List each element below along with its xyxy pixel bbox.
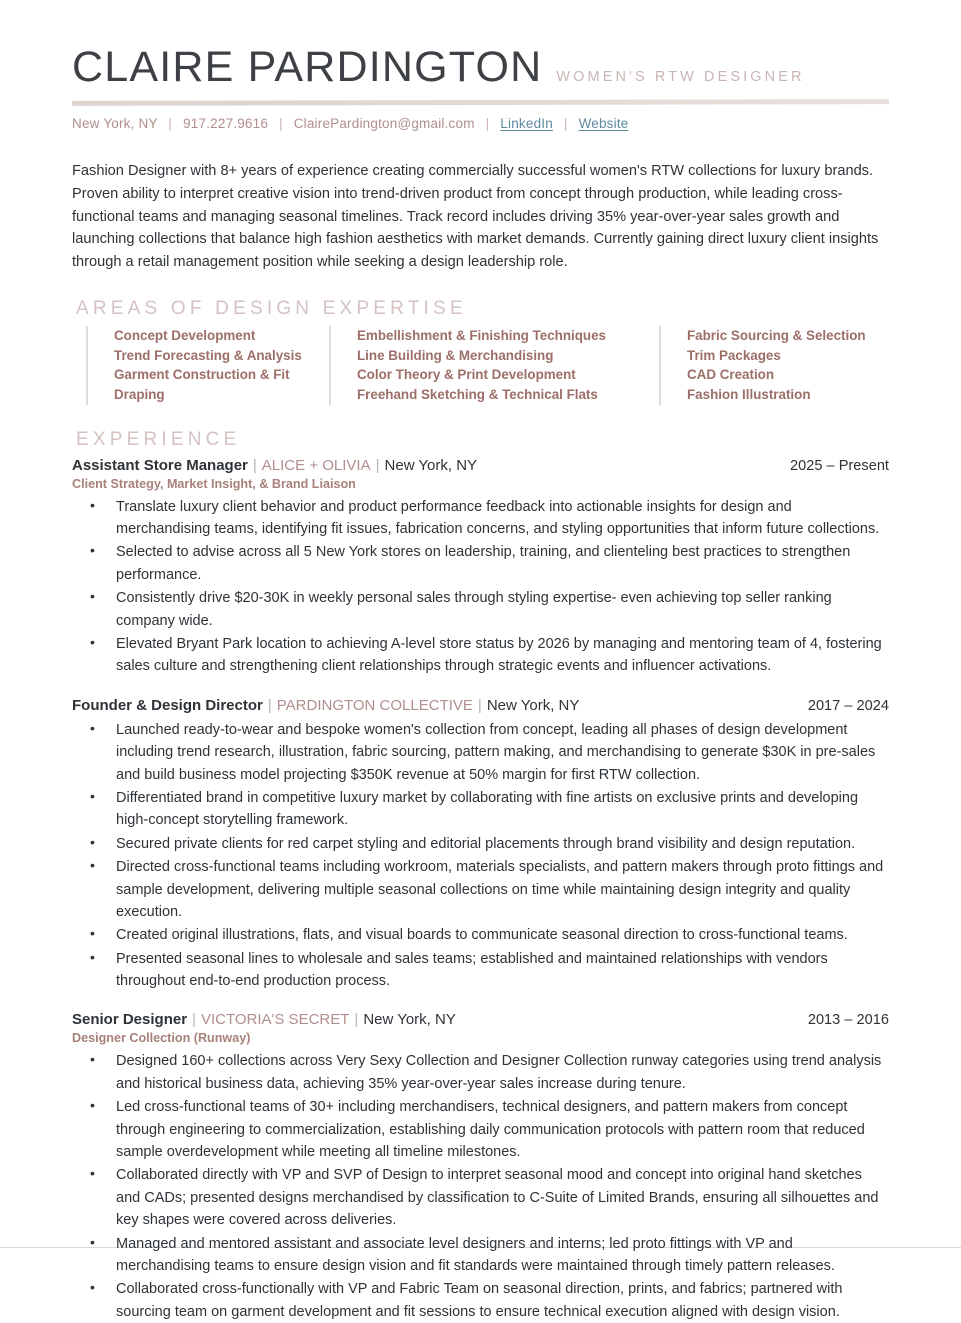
linkedin-link[interactable]: LinkedIn [500, 116, 553, 131]
job-location: New York, NY [486, 696, 580, 714]
job-title-line [72, 457, 477, 474]
job-divider: | [375, 456, 380, 474]
job-bullet: • Created original illustrations, flats, and visual boards to communicate seasonal direction to cross-functional teams. [114, 924, 889, 946]
contact-line [72, 116, 889, 131]
contact-location: New York, NY [72, 116, 158, 131]
skill-item: Concept Development [114, 327, 256, 343]
job-title-line [72, 697, 579, 714]
job-divider: | [267, 696, 272, 714]
expertise-section-title: AREAS OF DESIGN EXPERTISE [76, 297, 467, 319]
skill-item: Trend Forecasting & Analysis [114, 347, 302, 363]
job-title: Founder & Design Director [72, 696, 263, 714]
experience-entry [72, 697, 889, 993]
expertise-grid [72, 326, 889, 405]
experience-section-title: EXPERIENCE [76, 428, 241, 450]
skill-item: Fabric Sourcing & Selection [687, 327, 866, 343]
job-bullet: • Designed 160+ collections across Very Sexy Collection and Designer Collection runway categories using trend analysis and historical business data, achieving 35% year-over-year sales increase during tenure. [114, 1050, 889, 1095]
contact-separator: | [168, 116, 173, 131]
contact-phone[interactable]: 917.227.9616 [183, 116, 269, 131]
skill-item: Draping [114, 386, 165, 402]
job-bullet: • Collaborated directly with VP and SVP of Design to interpret seasonal mood and concept into original hand sketches and CADs; presented designs merchandised by classification to C-Suite of Limited Brands, ensuring all silhouettes and key shapes were covered across deliveries. [114, 1164, 889, 1231]
skill-item: Garment Construction & Fit [114, 367, 290, 383]
job-bullet-list [72, 496, 889, 678]
job-bullet: • Launched ready-to-wear and bespoke women's collection from concept, leading all phases of design development including trend research, illustration, fabric sourcing, pattern making, and merchandising to generate $30K in pre-sales and build business model projecting $350K revenue at 50% margin for first RTW collection. [114, 719, 889, 786]
job-title-line [72, 1011, 456, 1028]
job-divider: | [354, 1011, 359, 1029]
job-company: PARDINGTON COLLECTIVE [276, 696, 473, 714]
skill-item: Fashion Illustration [687, 386, 811, 402]
contact-separator: | [485, 116, 490, 131]
job-bullet: • Managed and mentored assistant and associate level designers and interns; led proto fittings with VP and merchandising teams to ensure design vision and fit standards were maintained through timely pattern releases. [114, 1233, 889, 1278]
job-bullet: • Secured private clients for red carpet styling and editorial placements through brand visibility and design reputation. [114, 833, 889, 855]
job-divider: | [477, 696, 482, 714]
job-header [72, 457, 889, 474]
job-bullet: • Differentiated brand in competitive luxury market by collaborating with fine artists on exclusive prints and developing high-concept storytelling framework. [114, 787, 889, 832]
skill-item: Color Theory & Print Development [357, 367, 576, 383]
job-dates: 2013 – 2016 [807, 1012, 889, 1029]
name-row [72, 43, 889, 91]
job-header [72, 1011, 889, 1028]
job-bullet: • Led cross-functional teams of 30+ including merchandisers, technical designers, and pattern makers from concept through engineering to commercialization, establishing daily communication protocols with pattern room that reduced sample overdevelopment while meeting all timeline milestones. [114, 1096, 889, 1163]
job-subtitle: Client Strategy, Market Insight, & Brand Liaison [72, 476, 356, 491]
job-bullet: • Presented seasonal lines to wholesale and sales teams; established and maintained relationships with vendors throughout end-to-end production process. [114, 948, 889, 993]
job-title: Assistant Store Manager [72, 456, 248, 474]
contact-email[interactable]: ClairePardington@gmail.com [293, 116, 475, 131]
expertise-column-1 [86, 326, 329, 405]
job-bullet-list [72, 719, 889, 993]
skill-item: Embellishment & Finishing Techniques [357, 327, 606, 343]
skill-item: Freehand Sketching & Technical Flats [357, 386, 598, 402]
job-header [72, 697, 889, 714]
skill-item: Line Building & Merchandising [357, 347, 554, 363]
job-title: Senior Designer [72, 1011, 188, 1029]
job-subtitle: Designer Collection (Runway) [72, 1031, 251, 1046]
resume-header [72, 0, 889, 131]
job-divider: | [252, 456, 257, 474]
experience-entry [72, 1011, 889, 1323]
job-divider: | [192, 1011, 196, 1029]
job-bullet: • Collaborated cross-functionally with VP and Fabric Team on seasonal direction, prints, and fabrics; partnered with sourcing team on garment development and fit sessions to ensure technical execution aligned with design vision. [114, 1278, 889, 1323]
job-bullet-list [72, 1050, 889, 1323]
job-company: VICTORIA'S SECRET [200, 1011, 350, 1029]
skill-item: CAD Creation [687, 367, 775, 383]
header-divider [72, 99, 889, 106]
job-bullet: • Elevated Bryant Park location to achieving A-level store status by 2026 by managing and mentoring team of 4, fostering sales culture and strengthening client relationships through strategic events and influencer activations. [114, 633, 889, 678]
expertise-column-2 [329, 326, 659, 405]
job-company: ALICE + OLIVIA [261, 456, 371, 474]
contact-separator: | [279, 116, 283, 131]
job-bullet: • Selected to advise across all 5 New York stores on leadership, training, and clienteling best practices to strengthen performance. [114, 541, 889, 586]
job-dates: 2025 – Present [790, 457, 889, 474]
job-location: New York, NY [384, 456, 478, 474]
skill-item: Trim Packages [687, 347, 781, 363]
job-bullet: • Translate luxury client behavior and product performance feedback into actionable insights for design and merchandising teams, identifying fit issues, fabrication concerns, and styling opportunities that inform future collections. [114, 496, 889, 541]
job-bullet: • Consistently drive $20-30K in weekly personal sales through styling expertise- even achieving top seller ranking company wide. [114, 587, 889, 632]
experience-entry [72, 457, 889, 678]
website-link[interactable]: Website [578, 116, 629, 131]
professional-summary: Fashion Designer with 8+ years of experience creating commercially successful women's RTW collections for luxury brands. Proven ability to interpret creative vision into trend-driven product from concept through production, while leading cross-functional teams and managing seasonal timelines. Track record includes driving 35% year-over-year sales growth and launching collections that balance high fashion aesthetics with market demands. Currently gaining direct luxury client insights through a retail management position while seeking a design leadership role. [72, 163, 879, 271]
candidate-subtitle: WOMEN'S RTW DESIGNER [556, 69, 805, 85]
job-location: New York, NY [363, 1011, 456, 1029]
job-bullet: • Directed cross-functional teams including workroom, materials specialists, and pattern makers through proto fittings and sample development, delivering multiple seasonal collections on time while maintaining design integrity and quality execution. [114, 856, 889, 923]
expertise-column-3 [659, 326, 889, 405]
candidate-name: CLAIRE PARDINGTON [72, 43, 543, 91]
contact-separator: | [563, 116, 568, 131]
job-dates: 2017 – 2024 [807, 697, 889, 714]
